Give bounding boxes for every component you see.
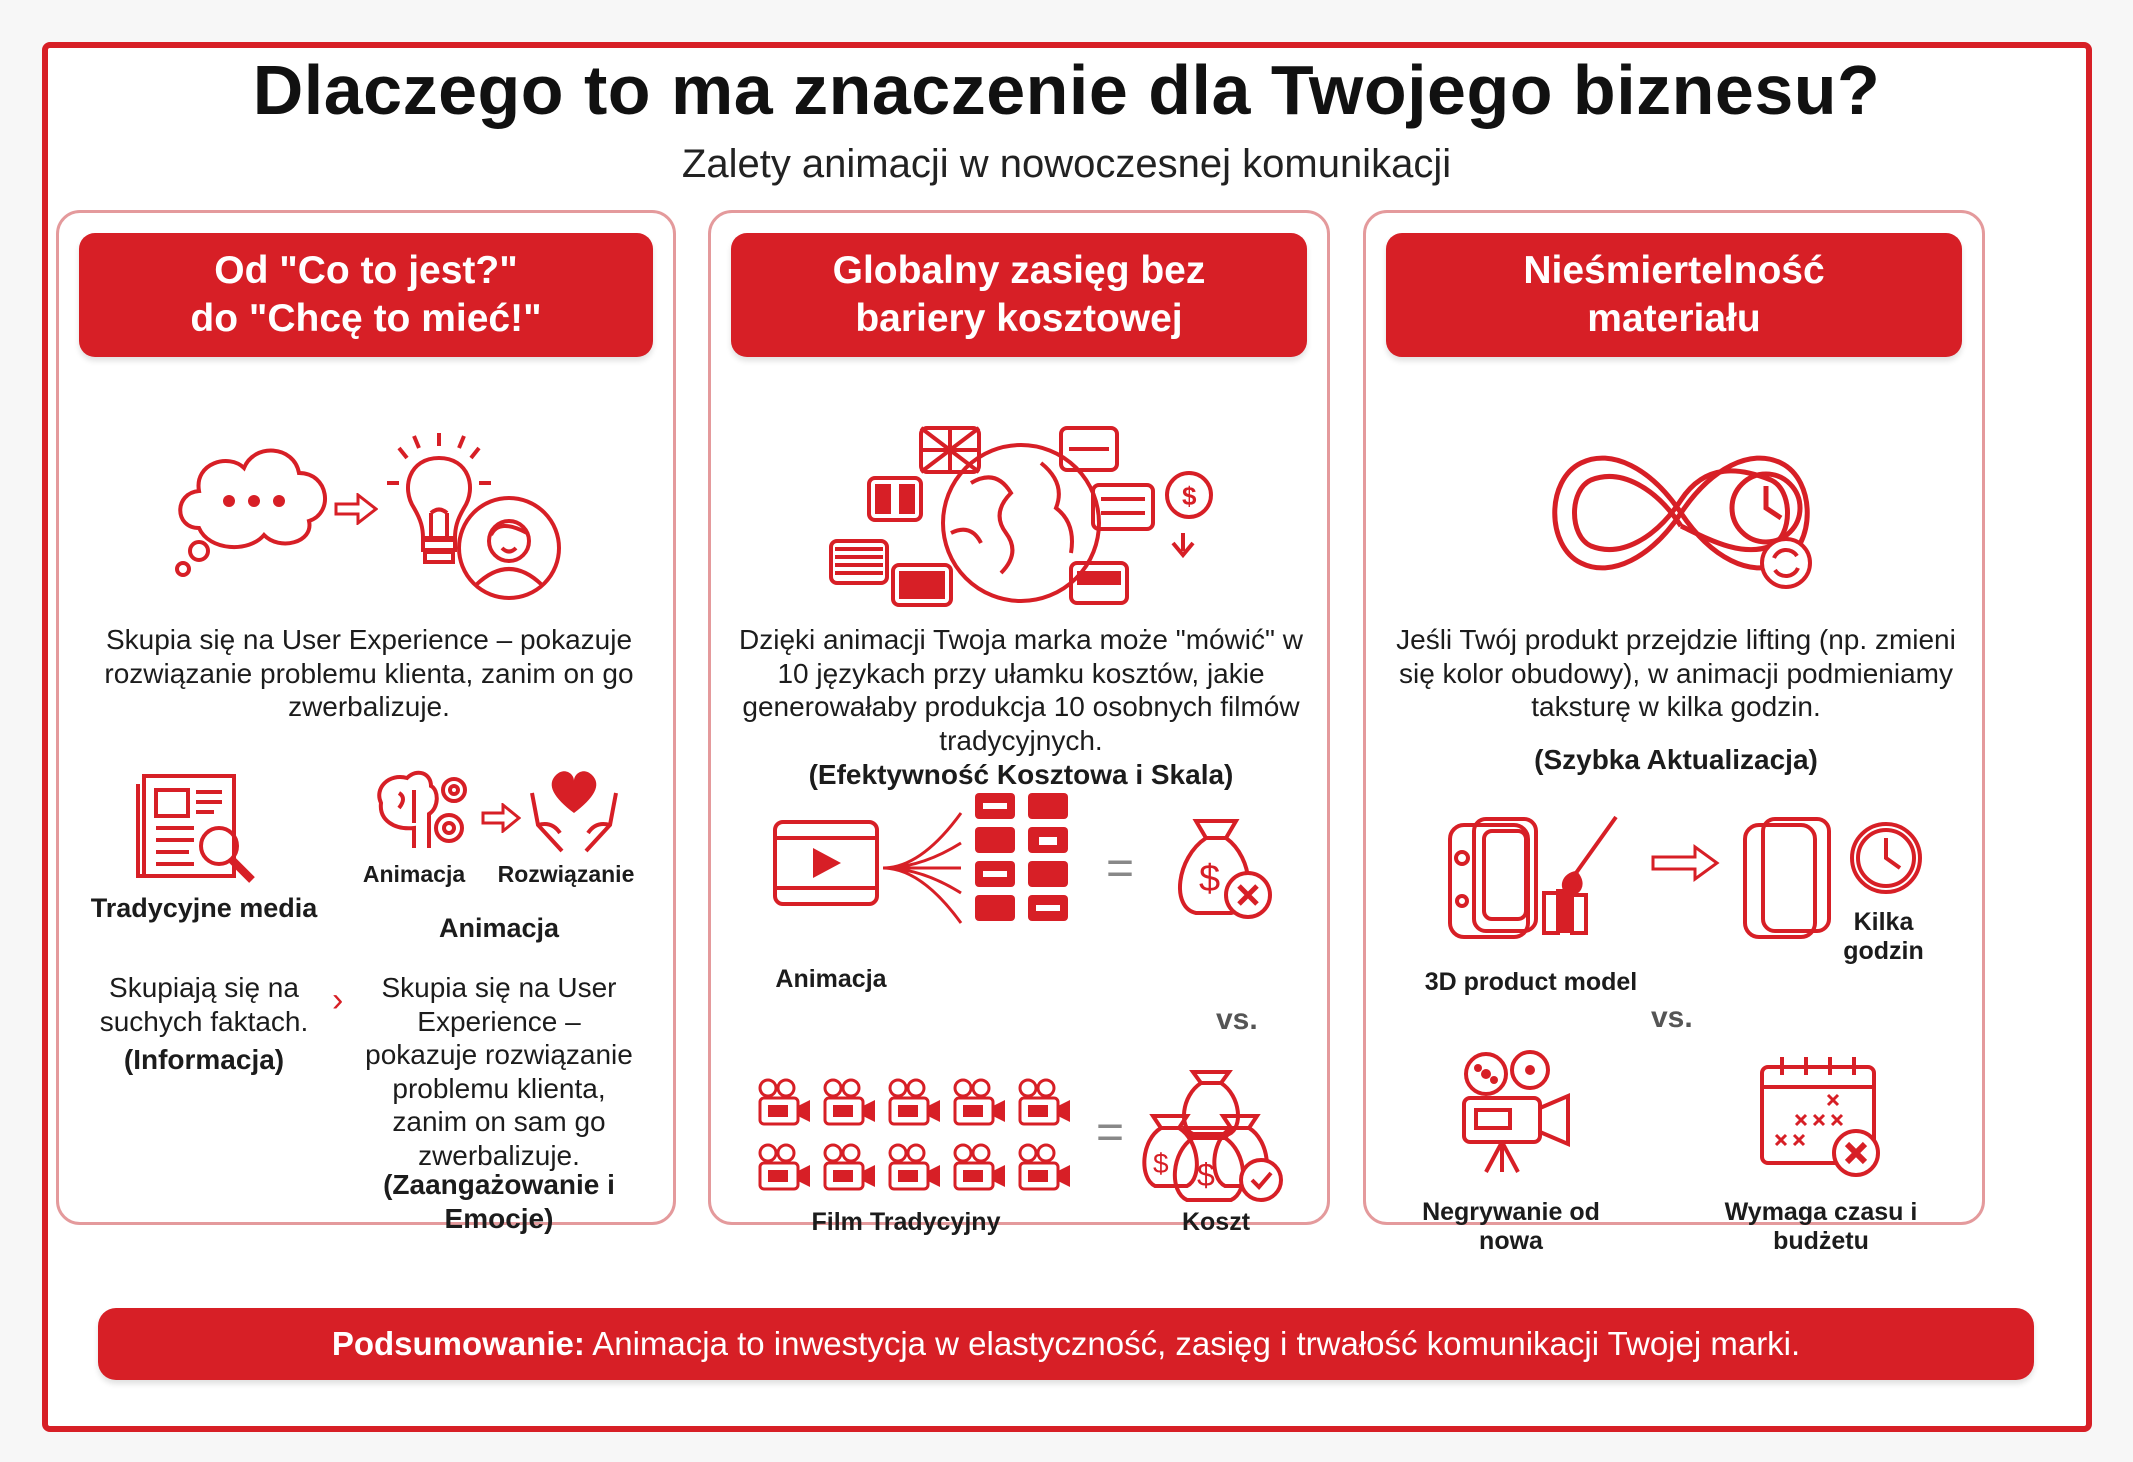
panel-tag: (Efektywność Kosztowa i Skala) (808, 759, 1234, 790)
arrow-icon (1651, 843, 1721, 883)
label-traditional-film: Film Tradycyjny (811, 1208, 1001, 1236)
money-bags-pile-icon (1131, 1068, 1291, 1208)
panel-heading-line-1: Od "Co to jest?" (214, 249, 518, 293)
user-avatar-icon (454, 493, 564, 603)
panel-heading (79, 233, 653, 357)
film-projector-icon (1456, 1048, 1576, 1178)
panel-global-reach (708, 210, 1330, 1236)
svg-text:$: $ (1153, 1148, 1169, 1179)
device-paintbrush-icon (1446, 813, 1626, 943)
branch-arrows-icon (881, 803, 971, 933)
panel-heading-line-2: bariery kosztowej (855, 297, 1183, 340)
panel-description: Dzięki animacji Twoja marka może "mówić" w 10 językach przy ułamku kosztów, jakie generowałaby produkcja 10 osobnych filmów tradycyjnych. (739, 624, 1303, 756)
traditional-media-text: Skupiają się na suchych faktach. (99, 972, 309, 1037)
globe-languages-icon (821, 423, 1221, 613)
panel-timeless-material (1363, 210, 1985, 1255)
clock-icon (1846, 818, 1926, 898)
label-time-budget: Wymaga czasu i budżetu (1724, 1198, 1918, 1255)
animation-title: Animacja (438, 913, 560, 943)
arrow-icon (481, 803, 521, 833)
panel-description: Jeśli Twój produkt przejdzie lifting (np. zmieni się kolor obudowy), w animacji podmieniamy taksturę w kilka godzin. (1396, 624, 1956, 723)
panel-heading (731, 233, 1307, 357)
newspaper-magnifier-icon (134, 768, 264, 888)
arrow-icon (334, 493, 378, 525)
brain-gears-icon (369, 768, 479, 858)
label-few-hours: Kilka godzin (1843, 908, 1924, 965)
equals-sign-2: = (1096, 1106, 1125, 1159)
svg-text:$: $ (1182, 481, 1197, 511)
label-cost: Koszt (1181, 1208, 1251, 1236)
panel-user-experience (56, 210, 676, 1234)
panel-tag: (Szybka Aktualizacja) (1534, 744, 1818, 775)
summary-text: Animacja to inwestycja w elastyczność, zasięg i trwałość komunikacji Twojej marki. (592, 1325, 1801, 1362)
heart-hands-icon (524, 763, 624, 858)
animation-text: Skupia się na User Experience – pokazuje rozwiązanie problemu klienta, zanim on sam go zwerbalizuje. (365, 972, 633, 1171)
icon-label-animation: Animacja (362, 861, 466, 887)
page-subtitle: Zalety animacji w nowoczesnej komunikacji (681, 142, 1452, 186)
panel-heading (1386, 233, 1962, 357)
panel-heading-line-1: Nieśmiertelność (1523, 249, 1825, 293)
svg-text:$: $ (1199, 858, 1221, 900)
label-3d-model: 3D product model (1424, 968, 1638, 996)
money-bag-cross-icon (1166, 813, 1276, 923)
page-title: Dlaczego to ma znaczenie dla Twojego biznesu? (252, 51, 1881, 129)
equals-sign-1: = (1106, 842, 1135, 895)
traditional-media-tag: (Informacja) (123, 1044, 285, 1075)
traditional-media-title: Tradycyjne media (90, 893, 318, 923)
panel-description: Skupia się na User Experience – pokazuje rozwiązanie problemu klienta, zanim on go zwerbalizuje. (104, 624, 634, 723)
icon-label-solution: Rozwiązanie (497, 861, 635, 887)
film-cameras-grid-icon (756, 1068, 1086, 1208)
versus-label: vs. (1651, 1001, 1693, 1034)
panel-heading-line-2: materiału (1587, 297, 1761, 340)
chevron-right-icon: › (332, 981, 344, 1019)
video-player-icon (771, 818, 881, 908)
speech-bubbles-grid-icon (973, 791, 1073, 951)
label-reshoot: Negrywanie od nowa (1422, 1198, 1600, 1255)
summary-lead: Podsumowanie: (331, 1325, 585, 1362)
thought-cloud-icon (169, 433, 339, 583)
versus-label: vs. (1216, 1003, 1258, 1036)
svg-text:$: $ (1197, 1157, 1215, 1193)
summary-banner (98, 1308, 2034, 1380)
panel-heading-line-2: do "Chcę to mieć!" (190, 297, 542, 340)
calendar-cross-icon (1756, 1053, 1886, 1178)
animation-tag: (Zaangażowanie i Emocje) (383, 1169, 615, 1234)
device-outline-icon (1741, 813, 1836, 943)
panel-heading-line-1: Globalny zasięg bez (832, 249, 1206, 293)
label-animation: Animacja (775, 965, 887, 993)
infinity-clock-icon (1531, 428, 1831, 598)
